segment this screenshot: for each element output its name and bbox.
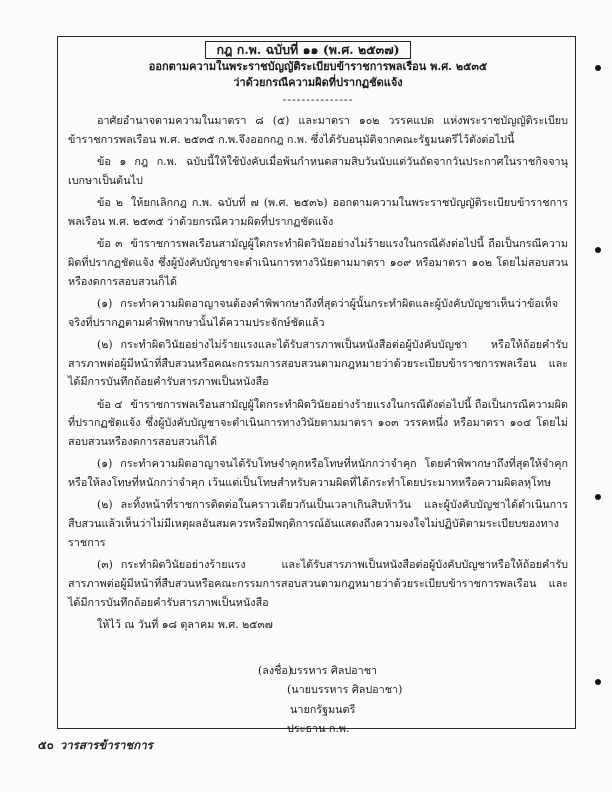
item-label: (๑) [97, 296, 113, 310]
page-footer [38, 737, 153, 753]
signature-block [258, 661, 568, 739]
item-text: กระทำความผิดอาญาจนได้รับโทษจำคุกหรือโทษที่หนักกว่าจำคุก โดยคำพิพากษาถึงที่สุดให้จำคุกหรือให้ลงโทษที่หนักกว่าจำคุก เว้นแต่เป็นโทษสำหรับความผิดที่ได้กระทำโดยประมาทหรือความผิดลหุโทษ [68, 457, 568, 490]
clause-4-item-2 [68, 496, 568, 552]
document-title: กฎ ก.พ. ฉบับที่ ๑๑ (พ.ศ. ๒๕๓๗) [205, 41, 411, 59]
clause-text: ให้ยกเลิกกฎ ก.พ. ฉบับที่ ๗ (พ.ศ. ๒๕๓๖) ออกตามความในพระราชบัญญัติระเบียบข้าราชการพลเรือน พ.ศ. ๒๕๓๕ ว่าด้วยกรณีความผิดที่ปรากฏชัดแจ้ง [68, 195, 568, 228]
clause-label: ข้อ ๔ [97, 397, 123, 411]
document-subtitle: ออกตามความในพระราชบัญญัติระเบียบข้าราชการพลเรือน พ.ศ. ๒๕๓๕ [148, 60, 488, 73]
signer-role: ประธาน ก.พ. [287, 722, 350, 736]
signer-full-name: (นายบรรหาร ศิลปอาชา) [287, 683, 403, 697]
page-number: ๕๐ [38, 738, 54, 752]
clause-text: ข้าราชการพลเรือนสามัญผู้ใดกระทำผิดวินัยอย่างไม่ร้ายแรงในกรณีดังต่อไปนี้ ถือเป็นกรณีความผิดที่ปรากฏชัดแจ้ง ซึ่งผู้บังคับบัญชาจะดำเนินการทางวินัยตามมาตรา ๑๐๙ หรือมาตรา ๑๐๒ โดยไม่สอบสวนหรืองดการสอบสวนก็ได้ [68, 236, 568, 288]
given-at-date: ให้ไว้ ณ วันที่ ๑๘ ตุลาคม พ.ศ. ๒๕๓๗ [97, 617, 273, 631]
punch-hole-icon [595, 65, 601, 71]
item-text: กระทำผิดวินัยอย่างร้ายแรง และได้รับสารภาพเป็นหนังสือต่อผู้บังคับบัญชาหรือให้ถ้อยคำรับสารภาพต่อผู้มีหน้าที่สืบสวนหรือคณะกรรมการสอบสวนตามกฎหมายว่าด้วยระเบียบข้าราชการพลเรือน และได้มีการบันทึกถ้อยคำรับสารภาพเป็นหนังสือ [68, 558, 568, 609]
item-label: (๓) [97, 558, 113, 572]
clause-text: กฎ ก.พ. ฉบับนี้ให้ใช้บังคับเมื่อพ้นกำหนดสามสิบวันนับแต่วันถัดจากวันประกาศในราชกิจจานุเบกษาเป็นต้นไป [68, 154, 568, 187]
heading-separator: --------------- [282, 93, 354, 106]
punch-hole-icon [595, 679, 601, 685]
clause-2 [68, 194, 568, 232]
item-text: กระทำความผิดอาญาจนต้องคำพิพากษาถึงที่สุดว่าผู้นั้นกระทำผิดและผู้บังคับบัญชาเห็นว่าข้อเท็จจริงที่ปรากฏตามคำพิพากษานั้นได้ความประจักษ์ชัดแล้ว [68, 296, 559, 329]
clause-4 [68, 396, 568, 452]
item-label: (๑) [97, 457, 113, 471]
clause-3 [68, 235, 568, 291]
item-text: ละทิ้งหน้าที่ราชการติดต่อในคราวเดียวกันเป็นเวลาเกินสิบห้าวัน และผู้บังคับบัญชาได้ดำเนินการสืบสวนแล้วเห็นว่าไม่มีเหตุผลอันสมควรหรือมีพฤติการณ์อันแสดงถึงความจงใจไม่ปฏิบัติตามระเบียบของทางราชการ [68, 498, 568, 549]
item-label: (๒) [97, 337, 113, 351]
punch-hole-icon [595, 494, 601, 500]
clause-3-item-1 [68, 295, 568, 333]
clause-3-item-2 [68, 336, 568, 392]
document-topic: ว่าด้วยกรณีความผิดที่ปรากฏชัดแจ้ง [233, 76, 403, 89]
clause-4-item-1 [68, 455, 568, 493]
document-body [68, 112, 568, 736]
item-text: กระทำผิดวินัยอย่างไม่ร้ายแรงและได้รับสารภาพเป็นหนังสือต่อผู้บังคับบัญชา หรือให้ถ้อยคำรับสารภาพต่อผู้มีหน้าที่สืบสวนหรือคณะกรรมการสอบสวนตามกฎหมายว่าด้วยระเบียบข้าราชการพลเรือน และได้มีการบันทึกถ้อยคำรับสารภาพเป็นหนังสือ [68, 337, 568, 389]
punch-hole-icon [595, 247, 601, 253]
preamble: อาศัยอำนาจตามความในมาตรา ๘ (๕) และมาตรา ๑๐๒ วรรคแปด แห่งพระราชบัญญัติระเบียบข้าราชการพลเรือน พ.ศ. ๒๕๓๕ ก.พ.จึงออกกฎ ก.พ. ซึ่งได้รับอนุมัติจากคณะรัฐมนตรีไว้ดังต่อไปนี้ [68, 114, 568, 146]
publication-name: วารสารข้าราชการ [59, 738, 153, 752]
signed-label: (ลงชื่อ) [258, 663, 293, 677]
clause-1 [68, 153, 568, 191]
clause-4-item-3 [68, 556, 568, 612]
signed-name: บรรหาร ศิลปอาชา [290, 663, 378, 677]
clause-label: ข้อ ๑ [97, 154, 127, 168]
signature-line [258, 661, 568, 681]
item-label: (๒) [97, 498, 113, 512]
clause-text: ข้าราชการพลเรือนสามัญผู้ใดกระทำผิดวินัยอย่างร้ายแรงในกรณีดังต่อไปนี้ ถือเป็นกรณีความผิดที่ปรากฏชัดแจ้ง ซึ่งผู้บังคับบัญชาจะดำเนินการทางวินัยตามมาตรา ๑๐๓ วรรคหนึ่ง หรือมาตรา ๑๐๔ โดยไม่สอบสวนหรืองดการสอบสวนก็ได้ [68, 397, 568, 449]
clause-label: ข้อ ๓ [97, 236, 123, 250]
signer-position: นายกรัฐมนตรี [290, 702, 356, 716]
clause-label: ข้อ ๒ [97, 195, 124, 209]
